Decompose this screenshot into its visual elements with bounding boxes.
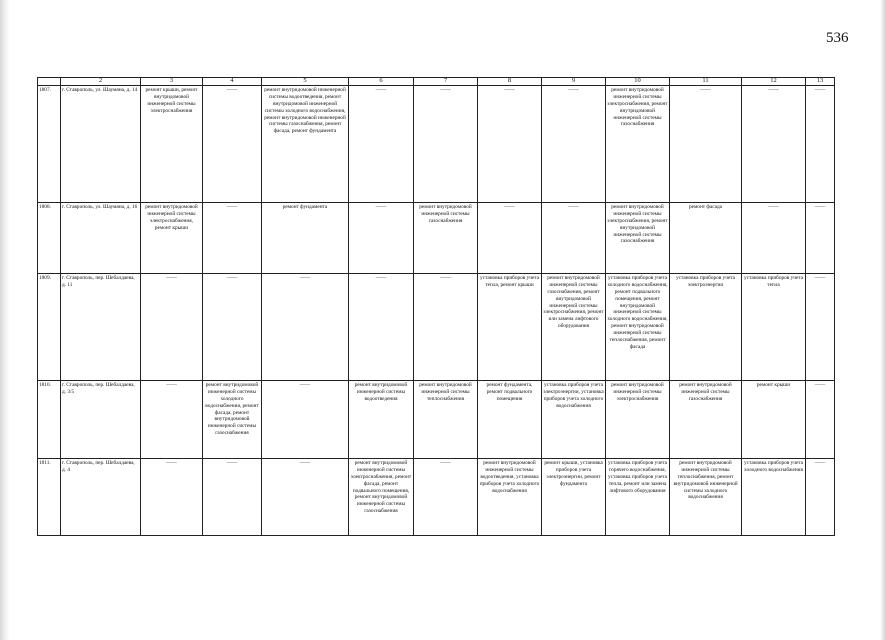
work-cell: —— xyxy=(141,459,203,536)
work-cell: —— xyxy=(141,274,203,381)
work-cell: —— xyxy=(742,86,806,203)
table-row xyxy=(38,274,835,381)
table-body xyxy=(38,78,835,536)
work-cell: —— xyxy=(203,86,262,203)
work-cell: ремонт внутридомовой инженерной системы теплоснабжения xyxy=(414,381,478,459)
work-cell: ремонт крыши xyxy=(742,381,806,459)
work-cell: ремонт внутридомовой инженерной системы газоснабжения, ремонт внутридомовой инженерной системы электроснабжения, ремонт или замена лифтового оборудования xyxy=(542,274,606,381)
work-cell: —— xyxy=(806,86,835,203)
work-cell: ремонт внутридомовой инженерной системы газоснабжения xyxy=(414,203,478,274)
column-header-6: 6 xyxy=(349,78,414,86)
work-cell: ремонт внутридомовой инженерной системы водоотведения xyxy=(349,381,414,459)
work-cell: —— xyxy=(203,459,262,536)
work-cell: ремонт внутридомовой инженерной системы холодного водоснабжения, ремонт фасада, ремонт внутридомовой инженерной системы газоснабжения xyxy=(203,381,262,459)
address-cell: г. Ставрополь, ул. Шаумяна, д. 14 xyxy=(61,86,141,203)
repair-schedule-table xyxy=(37,77,835,536)
scan-shadow-left xyxy=(0,0,10,640)
scan-shadow-right xyxy=(880,0,886,640)
work-cell: ремонт фундамента, ремонт подвального помещения xyxy=(478,381,542,459)
table-row xyxy=(38,86,835,203)
work-cell: установка приборов учета тепла xyxy=(742,274,806,381)
work-cell: ремонт внутридомовой инженерной системы электроснабжения xyxy=(606,381,670,459)
work-cell: ремонт внутридомовой инженерной системы теплоснабжения, ремонт внутридомовой инженерной системы холодного водоснабжения xyxy=(670,459,742,536)
address-cell: г. Ставрополь, пер. Шебалдаева, д. 4 xyxy=(61,459,141,536)
work-cell: ремонт внутридомовой инженерной системы водоотведения, установка приборов учета холодного водоснабжения xyxy=(478,459,542,536)
work-cell: установка приборов учета холодного водоснабжения, ремонт подвального помещения, ремонт внутридомовой инженерной системы холодного водоснабжения, ремонт внутридомовой инженерной системы теплоснабжения, ремонт фасада xyxy=(606,274,670,381)
row-number: 1810. xyxy=(38,381,61,459)
work-cell: —— xyxy=(414,274,478,381)
row-number: 1811. xyxy=(38,459,61,536)
work-cell: ремонт внутридомовой инженерной системы электроснабжения, ремонт внутридомовой инженерной системы газоснабжения xyxy=(606,86,670,203)
work-cell: —— xyxy=(203,203,262,274)
work-cell: ремонт внутридомовой инженерной системы газоснабжения xyxy=(670,381,742,459)
work-cell: ремонт внутридомовой инженерной системы электроснабжения, ремонт фасада, ремонт подвального помещения, ремонт внутридомовой инженерной системы газоснабжения xyxy=(349,459,414,536)
column-header-10: 10 xyxy=(606,78,670,86)
work-cell: ремонт внутридомовой инженерной системы водоотведения, ремонт внутридомовой инженерной системы холодного водоснабжения, ремонт внутридомовой инженерной системы газоснабжения, ремонт фасада, ремонт фундамента xyxy=(262,86,349,203)
table-row xyxy=(38,203,835,274)
row-number: 1808. xyxy=(38,203,61,274)
address-cell: г. Ставрополь, пер. Шебалдаева, д. 3/5 xyxy=(61,381,141,459)
column-header-11: 11 xyxy=(670,78,742,86)
page-number: 536 xyxy=(826,30,849,46)
work-cell: —— xyxy=(414,459,478,536)
column-header-row xyxy=(38,78,835,86)
work-cell: —— xyxy=(670,86,742,203)
work-cell: —— xyxy=(349,203,414,274)
work-cell: —— xyxy=(742,203,806,274)
column-header-13: 13 xyxy=(806,78,835,86)
work-cell: —— xyxy=(262,459,349,536)
work-cell: —— xyxy=(478,203,542,274)
work-cell: —— xyxy=(203,274,262,381)
address-cell: г. Ставрополь, пер. Шебалдаева, д. 11 xyxy=(61,274,141,381)
table-row xyxy=(38,381,835,459)
work-cell: —— xyxy=(806,203,835,274)
work-cell: —— xyxy=(262,274,349,381)
work-cell: —— xyxy=(141,381,203,459)
work-cell: ремонт фасада xyxy=(670,203,742,274)
column-header-2: 2 xyxy=(61,78,141,86)
work-cell: —— xyxy=(806,381,835,459)
work-cell: —— xyxy=(414,86,478,203)
work-cell: —— xyxy=(806,459,835,536)
work-cell: установка приборов учета горячего водоснабжения, установка приборов учета тепла, ремонт или замена лифтового оборудования xyxy=(606,459,670,536)
work-cell: ремонт крыши, ремонт внутридомовой инженерной системы электроснабжения xyxy=(141,86,203,203)
column-header-3: 3 xyxy=(141,78,203,86)
work-cell: ремонт фундамента xyxy=(262,203,349,274)
work-cell: —— xyxy=(478,86,542,203)
column-header-5: 5 xyxy=(262,78,349,86)
table-row xyxy=(38,459,835,536)
column-header-4: 4 xyxy=(203,78,262,86)
column-header-1 xyxy=(38,78,61,86)
work-cell: ремонт крыши, установка приборов учета электроэнергии, ремонт фундамента xyxy=(542,459,606,536)
address-cell: г. Ставрополь, ул. Шаумяна, д. 16 xyxy=(61,203,141,274)
work-cell: установка приборов учета электроэнергии xyxy=(670,274,742,381)
work-cell: ремонт внутридомовой инженерной системы электроснабжения, ремонт внутридомовой инженерной системы газоснабжения xyxy=(606,203,670,274)
work-cell: —— xyxy=(542,203,606,274)
work-cell: установка приборов учета электроэнергии, установка приборов учета холодного водоснабжения xyxy=(542,381,606,459)
row-number: 1807. xyxy=(38,86,61,203)
work-cell: —— xyxy=(806,274,835,381)
work-cell: установка приборов учета тепла, ремонт крыши xyxy=(478,274,542,381)
work-cell: —— xyxy=(349,86,414,203)
work-cell: —— xyxy=(542,86,606,203)
work-cell: установка приборов учета холодного водоснабжения xyxy=(742,459,806,536)
column-header-7: 7 xyxy=(414,78,478,86)
row-number: 1809. xyxy=(38,274,61,381)
column-header-12: 12 xyxy=(742,78,806,86)
work-cell: —— xyxy=(262,381,349,459)
column-header-8: 8 xyxy=(478,78,542,86)
column-header-9: 9 xyxy=(542,78,606,86)
work-cell: —— xyxy=(349,274,414,381)
work-cell: ремонт внутридомовой инженерной системы электроснабжения, ремонт крыши xyxy=(141,203,203,274)
